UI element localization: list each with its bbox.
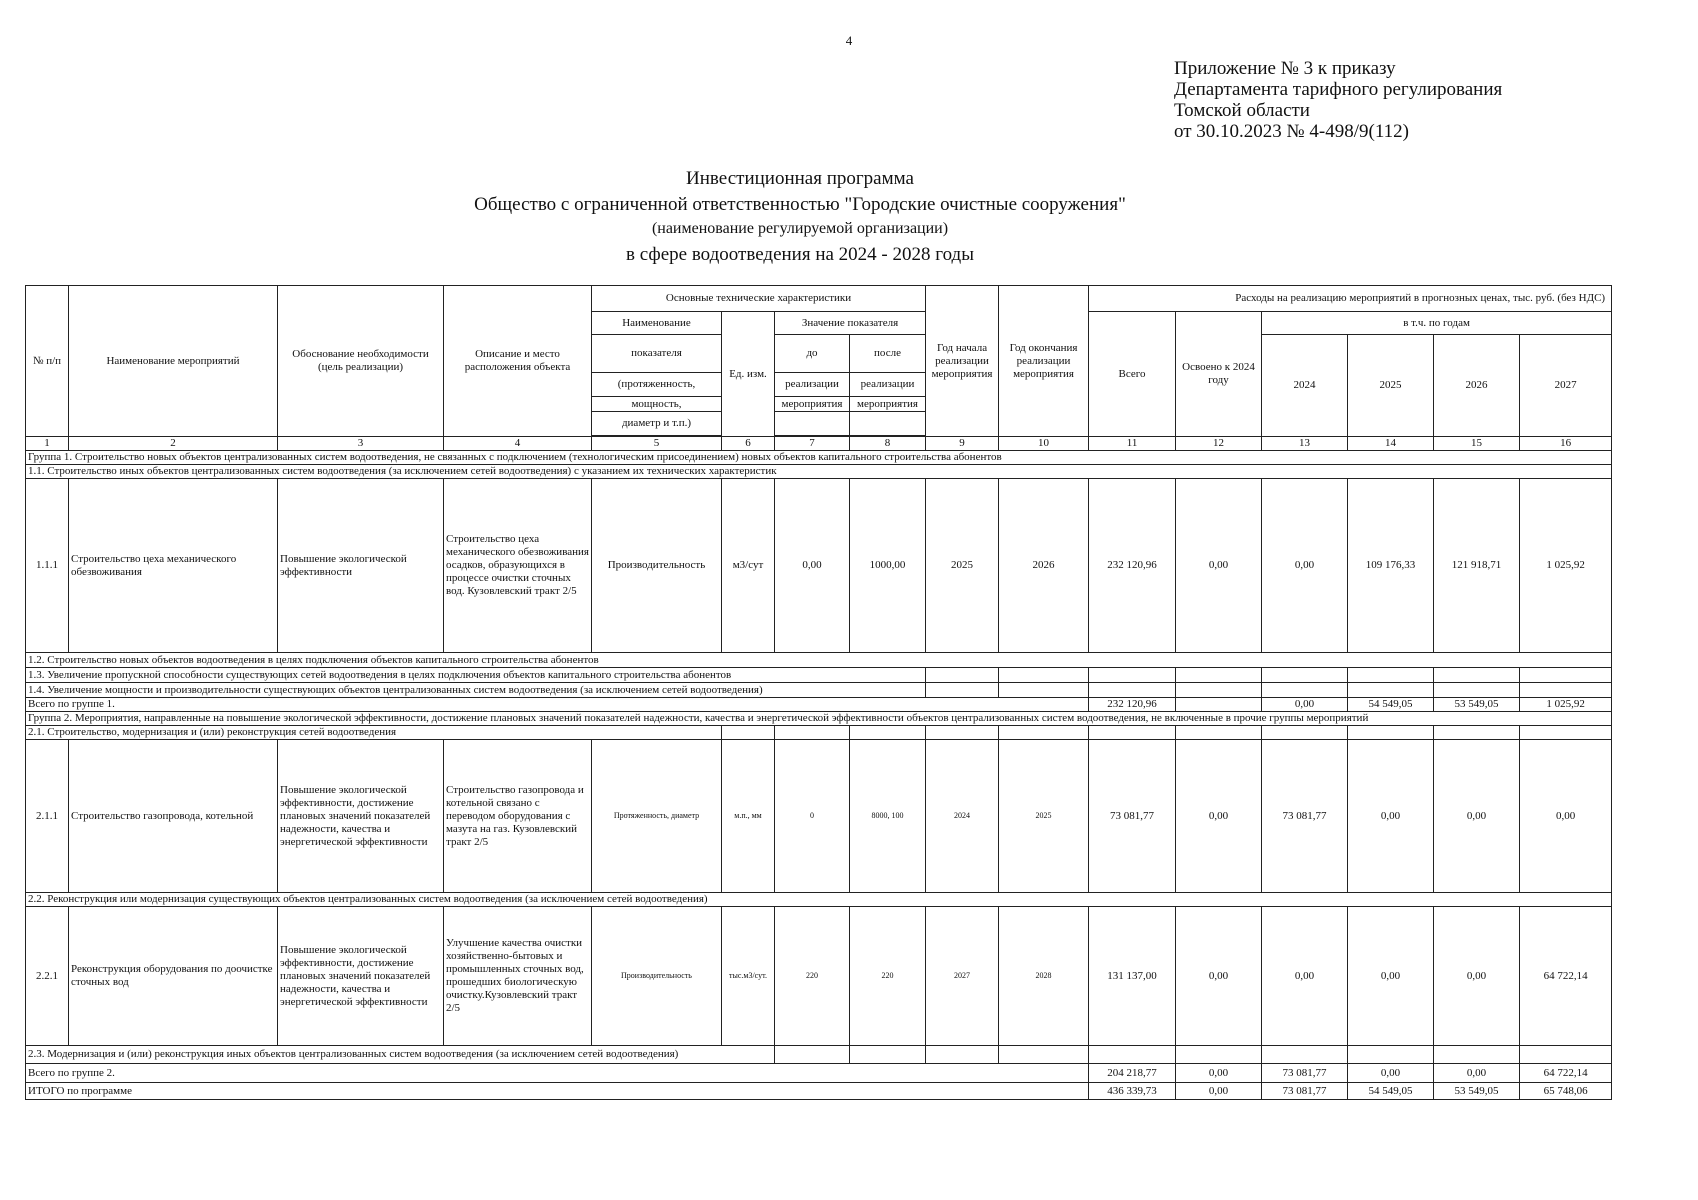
row-after: 220 [850,907,926,1046]
page-number: 4 [845,33,853,48]
row-total: 131 137,00 [1089,907,1176,1046]
column-number: 16 [1520,437,1612,451]
column-number: 14 [1348,437,1434,451]
column-number: 2 [69,437,278,451]
grand-total-y2025: 54 549,05 [1348,1083,1434,1100]
table-row [26,740,1612,893]
appendix-line-4: от 30.10.2023 № 4-498/9(112) [1174,121,1409,142]
group1-total-row [26,698,1612,712]
title-line-4: в сфере водоотведения на 2024 - 2028 годы [626,244,974,265]
row-y2026: 0,00 [1434,907,1520,1046]
group1-title: Группа 1. Строительство новых объектов централизованных систем водоотведения, не связанных с подключением (технологическим присоединением) новых объектов капитального строительства абонентов [26,451,1612,465]
document-title [300,166,1300,270]
group2-y2024: 73 081,77 [1262,1064,1348,1083]
grand-total-row [26,1083,1612,1100]
row-year-start: 2025 [926,479,999,653]
header-unit: Ед. изм. [722,312,775,437]
row-num: 2.2.1 [26,907,69,1046]
table-row [26,907,1612,1046]
group2-total: 204 218,77 [1089,1064,1176,1083]
row-y2025: 0,00 [1348,907,1434,1046]
section-1-2: 1.2. Строительство новых объектов водоотведения в целях подключения объектов капитального строительства абонентов [26,653,1612,668]
appendix-line-2: Департамента тарифного регулирования [1174,79,1503,100]
table-row [26,479,1612,653]
row-y2027: 1 025,92 [1520,479,1612,653]
row-y2026: 121 918,71 [1434,479,1520,653]
grand-total-y2026: 53 549,05 [1434,1083,1520,1100]
header-name: Наименование мероприятий [69,286,278,437]
header-after-l1: после [850,335,926,373]
header-y2025: 2025 [1348,335,1434,437]
row-y2027: 64 722,14 [1520,907,1612,1046]
section-1-1: 1.1. Строительство иных объектов централизованных систем водоотведения (за исключением сетей водоотведения) с указанием их технических характеристик [26,465,1612,479]
section-2-3: 2.3. Модернизация и (или) реконструкция иных объектов централизованных систем водоотведения (за исключением сетей водоотведения) [26,1046,775,1064]
group2-y2026: 0,00 [1434,1064,1520,1083]
row-num: 2.1.1 [26,740,69,893]
row-description: Строительство цеха механического обезвоживания осадков, образующихся в процессе очистки сточных вод. Кузовлевский тракт 2/5 [444,479,592,653]
row-y2025: 109 176,33 [1348,479,1434,653]
header-indicator-l3: мощность, [592,397,722,412]
appendix-header [1174,58,1502,142]
investment-table [25,285,1612,1100]
header-after-l2: реализации [850,373,926,397]
column-number: 8 [850,437,926,451]
row-y2024: 0,00 [1262,907,1348,1046]
row-total: 232 120,96 [1089,479,1176,653]
group1-mastered [1176,698,1262,712]
group2-title: Группа 2. Мероприятия, направленные на повышение экологической эффективности, достижение плановых значений показателей надежности, качества и энергетической эффективности объектов централизованных систем водоотведения, не включенные в прочие группы мероприятий [26,712,1612,726]
header-justification: Обоснование необходимости (цель реализации) [278,286,444,437]
header-indicator-l4: диаметр и т.п.) [592,412,722,436]
title-line-1: Инвестиционная программа [686,168,914,189]
row-description: Улучшение качества очистки хозяйственно-бытовых и промышленных сточных вод, прошедших биологическую очистку.Кузовлевский тракт 2/5 [444,907,592,1046]
header-indicator-name: Наименование [592,312,722,335]
row-justification: Повышение экологической эффективности, достижение плановых значений показателей надежности, качества и энергетической эффективности [278,907,444,1046]
column-number: 7 [775,437,850,451]
appendix-line-1: Приложение № 3 к приказу [1174,58,1396,79]
header-before-l3: мероприятия [775,397,850,412]
row-year-end: 2025 [999,740,1089,893]
column-number: 12 [1176,437,1262,451]
header-tech-group: Основные технические характеристики [592,286,926,312]
header-before-l2: реализации [775,373,850,397]
section-1-3: 1.3. Увеличение пропускной способности существующих сетей водоотведения в целях подключения объектов капитального строительства абонентов [26,668,926,683]
header-costs-group: Расходы на реализацию мероприятий в прогнозных ценах, тыс. руб. (без НДС) [1089,286,1612,312]
group1-total: 232 120,96 [1089,698,1176,712]
row-indicator: Производительность [592,479,722,653]
column-number: 1 [26,437,69,451]
header-indicator-l1: показателя [592,335,722,373]
row-after: 8000, 100 [850,740,926,893]
row-before: 0,00 [775,479,850,653]
row-description: Строительство газопровода и котельной связано с переводом оборудования с мазута на газ. Кузовлевский тракт 2/5 [444,740,592,893]
header-by-years: в т.ч. по годам [1262,312,1612,335]
header-y2024: 2024 [1262,335,1348,437]
column-number: 9 [926,437,999,451]
grand-total-y2027: 65 748,06 [1520,1083,1612,1100]
row-indicator: Производительность [592,907,722,1046]
header-indicator-l2: (протяженность, [592,373,722,397]
grand-total: 436 339,73 [1089,1083,1176,1100]
header-y2026: 2026 [1434,335,1520,437]
header-year-end: Год окончания реализации мероприятия [999,286,1089,437]
header-before-l1: до [775,335,850,373]
row-mastered: 0,00 [1176,479,1262,653]
row-y2025: 0,00 [1348,740,1434,893]
header-after-l3: мероприятия [850,397,926,412]
row-justification: Повышение экологической эффективности, достижение плановых значений показателей надежности, качества и энергетической эффективности [278,740,444,893]
row-unit: м3/сут [722,479,775,653]
group2-mastered: 0,00 [1176,1064,1262,1083]
group2-total-label: Всего по группе 2. [26,1064,1089,1083]
grand-total-mastered: 0,00 [1176,1083,1262,1100]
row-indicator: Протяженность, диаметр [592,740,722,893]
row-before: 220 [775,907,850,1046]
group1-y2024: 0,00 [1262,698,1348,712]
column-number: 13 [1262,437,1348,451]
row-before: 0 [775,740,850,893]
section-2-1: 2.1. Строительство, модернизация и (или) реконструкция сетей водоотведения [26,726,722,740]
column-number: 3 [278,437,444,451]
row-unit: м.п., мм [722,740,775,893]
group1-total-label: Всего по группе 1. [26,698,1089,712]
row-justification: Повышение экологической эффективности [278,479,444,653]
row-y2024: 0,00 [1262,479,1348,653]
appendix-line-3: Томской области [1174,100,1310,121]
row-y2027: 0,00 [1520,740,1612,893]
group1-y2026: 53 549,05 [1434,698,1520,712]
row-year-start: 2024 [926,740,999,893]
column-number: 15 [1434,437,1520,451]
group2-y2025: 0,00 [1348,1064,1434,1083]
row-num: 1.1.1 [26,479,69,653]
group1-y2027: 1 025,92 [1520,698,1612,712]
header-year-start: Год начала реализации мероприятия [926,286,999,437]
row-year-start: 2027 [926,907,999,1046]
row-y2024: 73 081,77 [1262,740,1348,893]
column-number: 10 [999,437,1089,451]
row-name: Строительство газопровода, котельной [69,740,278,893]
column-number: 4 [444,437,592,451]
row-mastered: 0,00 [1176,740,1262,893]
row-name: Строительство цеха механического обезвоживания [69,479,278,653]
header-mastered: Освоено к 2024 году [1176,312,1262,437]
grand-total-label: ИТОГО по программе [26,1083,1089,1100]
row-name: Реконструкция оборудования по доочистке сточных вод [69,907,278,1046]
column-number: 11 [1089,437,1176,451]
title-line-3: (наименование регулируемой организации) [651,220,949,237]
section-1-4: 1.4. Увеличение мощности и производительности существующих объектов централизованных систем водоотведения (за исключением сетей водоотведения) [26,683,926,698]
row-after: 1000,00 [850,479,926,653]
title-line-2: Общество с ограниченной ответственностью "Городские очистные сооружения" [474,194,1126,215]
row-y2026: 0,00 [1434,740,1520,893]
grand-total-y2024: 73 081,77 [1262,1083,1348,1100]
header-description: Описание и место расположения объекта [444,286,592,437]
row-unit: тыс.м3/сут. [722,907,775,1046]
group1-y2025: 54 549,05 [1348,698,1434,712]
column-number: 5 [592,437,722,451]
row-year-end: 2026 [999,479,1089,653]
header-value-group: Значение показателя [775,312,926,335]
section-2-2: 2.2. Реконструкция или модернизация существующих объектов централизованных систем водоотведения (за исключением сетей водоотведения) [26,893,1612,907]
header-num: № п/п [26,286,69,437]
header-total: Всего [1089,312,1176,437]
row-total: 73 081,77 [1089,740,1176,893]
group2-total-row [26,1064,1612,1083]
group2-y2027: 64 722,14 [1520,1064,1612,1083]
header-y2027: 2027 [1520,335,1612,437]
column-number: 6 [722,437,775,451]
row-year-end: 2028 [999,907,1089,1046]
row-mastered: 0,00 [1176,907,1262,1046]
